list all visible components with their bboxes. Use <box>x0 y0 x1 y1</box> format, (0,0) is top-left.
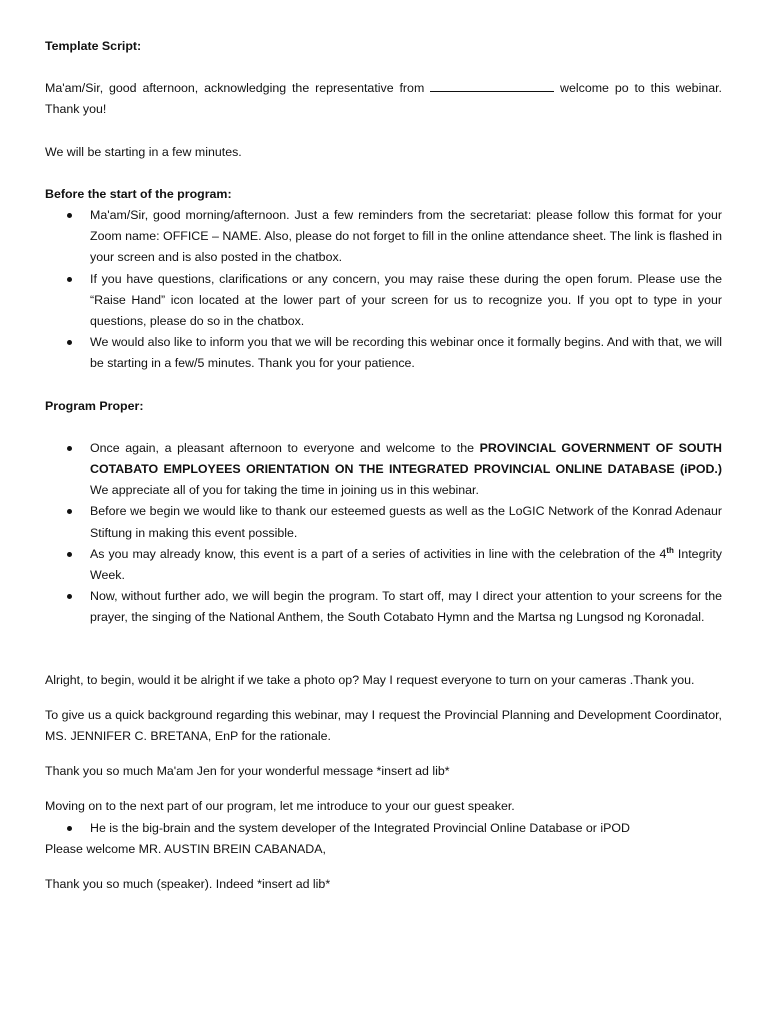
list-item-text: We would also like to inform you that we will be recording this webinar once it formally begins. And with that, we will be starting in a few/5 minutes. Thank you for your patience. <box>90 335 722 371</box>
next-part-paragraph: Moving on to the next part of our program, let me introduce to your our guest speaker. <box>45 799 515 814</box>
fill-in-blank <box>430 80 554 92</box>
bullet-icon <box>67 277 72 282</box>
background-request-paragraph: To give us a quick background regarding this webinar, may I request the Provincial Planning and Development Coordinator, MS. JENNIFER C. BRETANA, EnP for the rationale. <box>45 707 722 744</box>
list-item-text: As you may already know, this event is a part of a series of activities in line with the celebration of the 4 <box>90 546 667 561</box>
list-item-text: He is the big-brain and the system developer of the Integrated Provincial Online Database or iPOD <box>90 820 630 835</box>
bullet-icon <box>67 213 72 218</box>
thanks-speaker-paragraph: Thank you so much (speaker). Indeed *insert ad lib* <box>45 877 331 892</box>
starting-soon-text: We will be starting in a few minutes. <box>45 144 242 159</box>
thanks-jen-paragraph: Thank you so much Ma'am Jen for your wonderful message *insert ad lib* <box>45 764 450 779</box>
list-item <box>45 586 722 628</box>
greeting-text-before: Ma'am/Sir, good afternoon, acknowledging the representative from <box>45 81 425 96</box>
list-item-text: Now, without further ado, we will begin the program. To start off, may I direct your attention to your screens for the prayer, the singing of the National Anthem, the South Cotabato Hymn and the Martsa ng Lungsod ng Koronadal. <box>90 589 722 625</box>
list-item-text: We appreciate all of you for taking the time in joining us in this webinar. <box>90 483 479 498</box>
list-item <box>45 205 722 269</box>
before-program-list <box>45 205 722 375</box>
greeting-paragraph <box>45 78 722 120</box>
before-program-heading: Before the start of the program: <box>45 186 232 201</box>
template-title: Template Script: <box>45 39 142 53</box>
list-item-text: Once again, a pleasant afternoon to everyone and welcome to the <box>90 440 480 455</box>
greeting-text-after: welcome po to this webinar. Thank you! <box>45 81 722 117</box>
bullet-icon <box>67 552 72 557</box>
list-item <box>45 501 722 543</box>
list-item <box>45 332 722 374</box>
list-item-text: Integrity Week. <box>90 546 722 583</box>
program-proper-list <box>45 438 722 629</box>
bullet-icon <box>67 826 72 831</box>
list-item-text: Ma'am/Sir, good morning/afternoon. Just a few reminders from the secretariat: please follow this format for your Zoom name: OFFICE – NAME. Also, please do not forget to fill in the online attendance sheet. The link is flashed in your screen and is also posted in the chatbox. <box>90 208 722 265</box>
list-item <box>45 438 722 502</box>
bullet-icon <box>67 594 72 599</box>
photo-op-paragraph: Alright, to begin, would it be alright if we take a photo op? May I request everyone to turn on your cameras .Thank you. <box>45 672 695 687</box>
bullet-icon <box>67 340 72 345</box>
event-title: PROVINCIAL GOVERNMENT OF SOUTH COTABATO EMPLOYEES ORIENTATION ON THE INTEGRATED PROVINCIAL ONLINE DATABASE (iPOD.) <box>90 440 722 477</box>
list-item-text: If you have questions, clarifications or any concern, you may raise these during the open forum. Please use the “Raise Hand” icon located at the lower part of your screen for us to recognize you. If you opt to type in your questions, please do so in the chatbox. <box>90 271 722 329</box>
speaker-list <box>45 818 722 839</box>
list-item <box>45 269 722 333</box>
document-page <box>45 36 722 895</box>
bullet-icon <box>67 509 72 514</box>
program-proper-heading: Program Proper: <box>45 398 144 413</box>
welcome-speaker-paragraph: Please welcome MR. AUSTIN BREIN CABANADA, <box>45 841 326 856</box>
list-item <box>45 544 722 586</box>
ordinal-suffix: th <box>666 545 674 555</box>
list-item <box>45 818 722 839</box>
list-item-text: Before we begin we would like to thank our esteemed guests as well as the LoGIC Network of the Konrad Adenaur Stiftung in making this event possible. <box>90 504 722 540</box>
bullet-icon <box>67 446 72 451</box>
